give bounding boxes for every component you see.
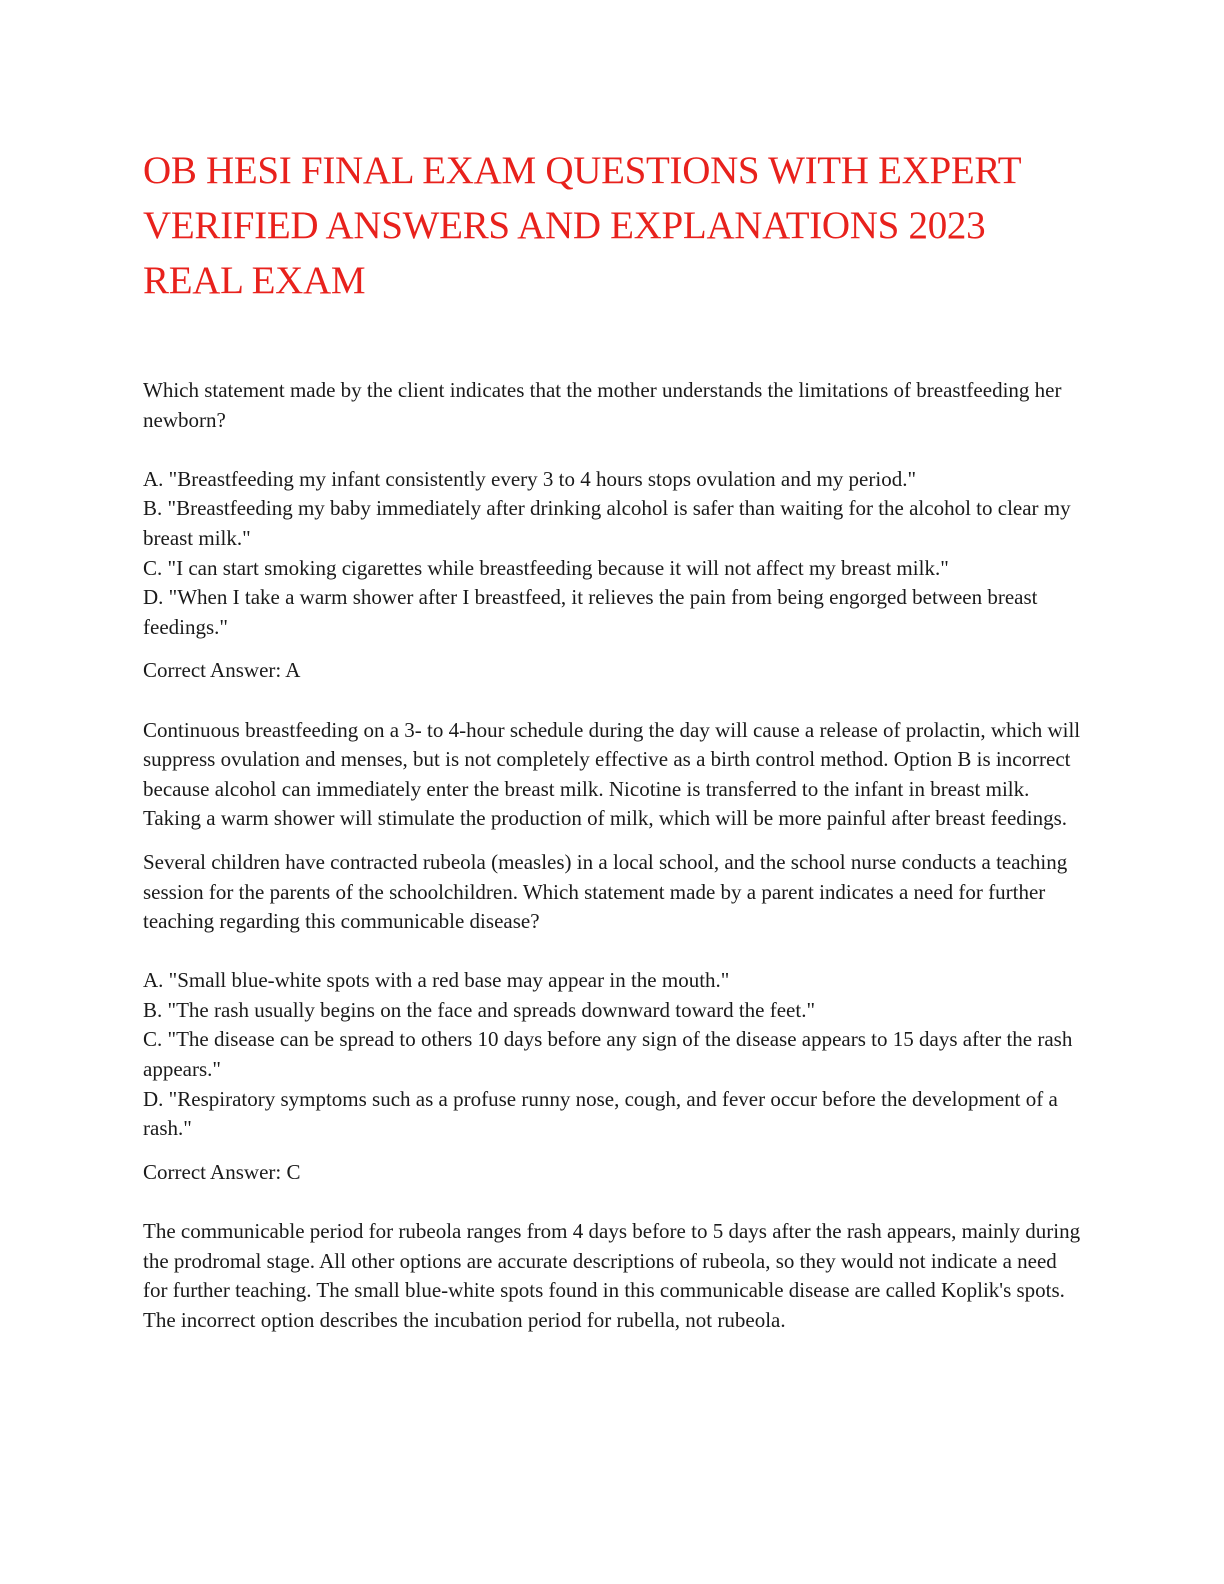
question-2-options [143, 966, 1083, 1144]
question-2-option-b: B. "The rash usually begins on the face and spreads downward toward the feet." [143, 997, 816, 1022]
question-1-option-d: D. "When I take a warm shower after I breastfeed, it relieves the pain from being engorged between breast feedings." [143, 585, 1038, 639]
question-2-stem: Several children have contracted rubeola (measles) in a local school, and the school nurse conducts a teaching session for the parents of the schoolchildren. Which statement made by a parent indicates a need for further teaching regarding this communicable disease? [143, 849, 1068, 934]
question-1-option-c: C. "I can start smoking cigarettes while breastfeeding because it will not affect my breast milk." [143, 555, 949, 580]
question-1-option-b: B. "Breastfeeding my baby immediately after drinking alcohol is safer than waiting for the alcohol to clear my breast milk." [143, 496, 1071, 550]
question-2-option-c: C. "The disease can be spread to others 10 days before any sign of the disease appears to 15 days after the rash appears." [143, 1027, 1073, 1082]
question-1-stem: Which statement made by the client indicates that the mother understands the limitations of breastfeeding her newborn? [143, 378, 1062, 432]
document-page [143, 143, 1083, 1335]
question-1-option-a: A. "Breastfeeding my infant consistently every 3 to 4 hours stops ovulation and my period." [143, 466, 917, 491]
question-1-correct-answer: Correct Answer: A [143, 658, 301, 683]
question-1-options [143, 465, 1083, 643]
document-title: OB HESI FINAL EXAM QUESTIONS WITH EXPERT VERIFIED ANSWERS AND EXPLANATIONS 2023 REAL EXAM [143, 149, 1021, 302]
question-2-explanation: The communicable period for rubeola ranges from 4 days before to 5 days after the rash appears, mainly during the prodromal stage. All other options are accurate descriptions of rubeola, so they would not indicate a need for further teaching. The small blue-white spots found in this communicable disease are called Koplik's spots. The incorrect option describes the incubation period for rubella, not rubeola. [143, 1219, 1081, 1332]
question-2-correct-answer: Correct Answer: C [143, 1159, 301, 1184]
question-2-option-a: A. "Small blue-white spots with a red base may appear in the mouth." [143, 968, 730, 993]
question-1-explanation: Continuous breastfeeding on a 3- to 4-hour schedule during the day will cause a release of prolactin, which will suppress ovulation and menses, but is not completely effective as a birth control method. Option B is incorrect because alcohol can immediately enter the breast milk. Nicotine is transferred to the infant in breast milk. Taking a warm shower will stimulate the production of milk, which will be more painful after breast feedings. [143, 717, 1081, 831]
question-2-option-d: D. "Respiratory symptoms such as a profuse runny nose, cough, and fever occur before the development of a rash." [143, 1086, 1058, 1141]
